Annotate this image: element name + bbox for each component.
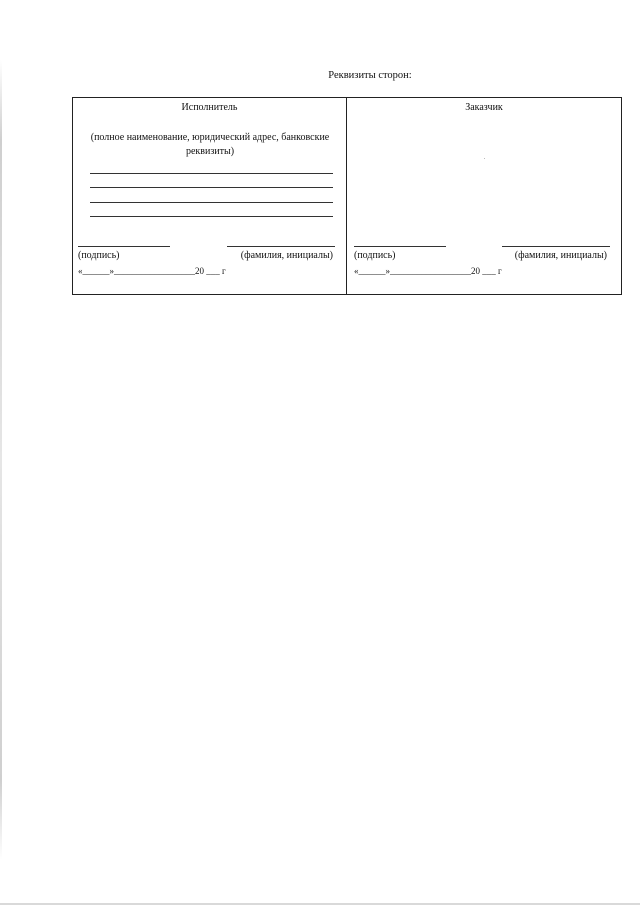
customer-column <box>347 98 621 294</box>
executor-fill-line[interactable] <box>90 216 333 217</box>
executor-hint: (полное наименование, юридический адрес, банковские реквизиты) <box>90 132 330 157</box>
executor-fill-line[interactable] <box>90 187 333 188</box>
scan-speck <box>484 158 485 159</box>
executor-date-row: «______»__________________20 ___ г <box>78 266 226 276</box>
executor-fill-line[interactable] <box>90 173 333 174</box>
executor-title: Исполнитель <box>181 102 238 113</box>
executor-signature-label: (подпись) <box>78 250 120 261</box>
customer-name-line[interactable] <box>502 246 610 247</box>
executor-column <box>73 98 346 294</box>
executor-name-line[interactable] <box>227 246 335 247</box>
scan-edge-left <box>0 60 2 860</box>
customer-signature-label: (подпись) <box>354 250 396 261</box>
customer-title: Заказчик <box>465 102 503 113</box>
requisites-table <box>72 97 622 295</box>
customer-name-label: (фамилия, инициалы) <box>514 250 607 261</box>
executor-fill-line[interactable] <box>90 202 333 203</box>
customer-signature-line[interactable] <box>354 246 446 247</box>
executor-signature-line[interactable] <box>78 246 170 247</box>
executor-name-label: (фамилия, инициалы) <box>240 250 333 261</box>
page-heading: Реквизиты сторон: <box>328 70 412 81</box>
customer-date-row: «______»__________________20 ___ г <box>354 266 502 276</box>
